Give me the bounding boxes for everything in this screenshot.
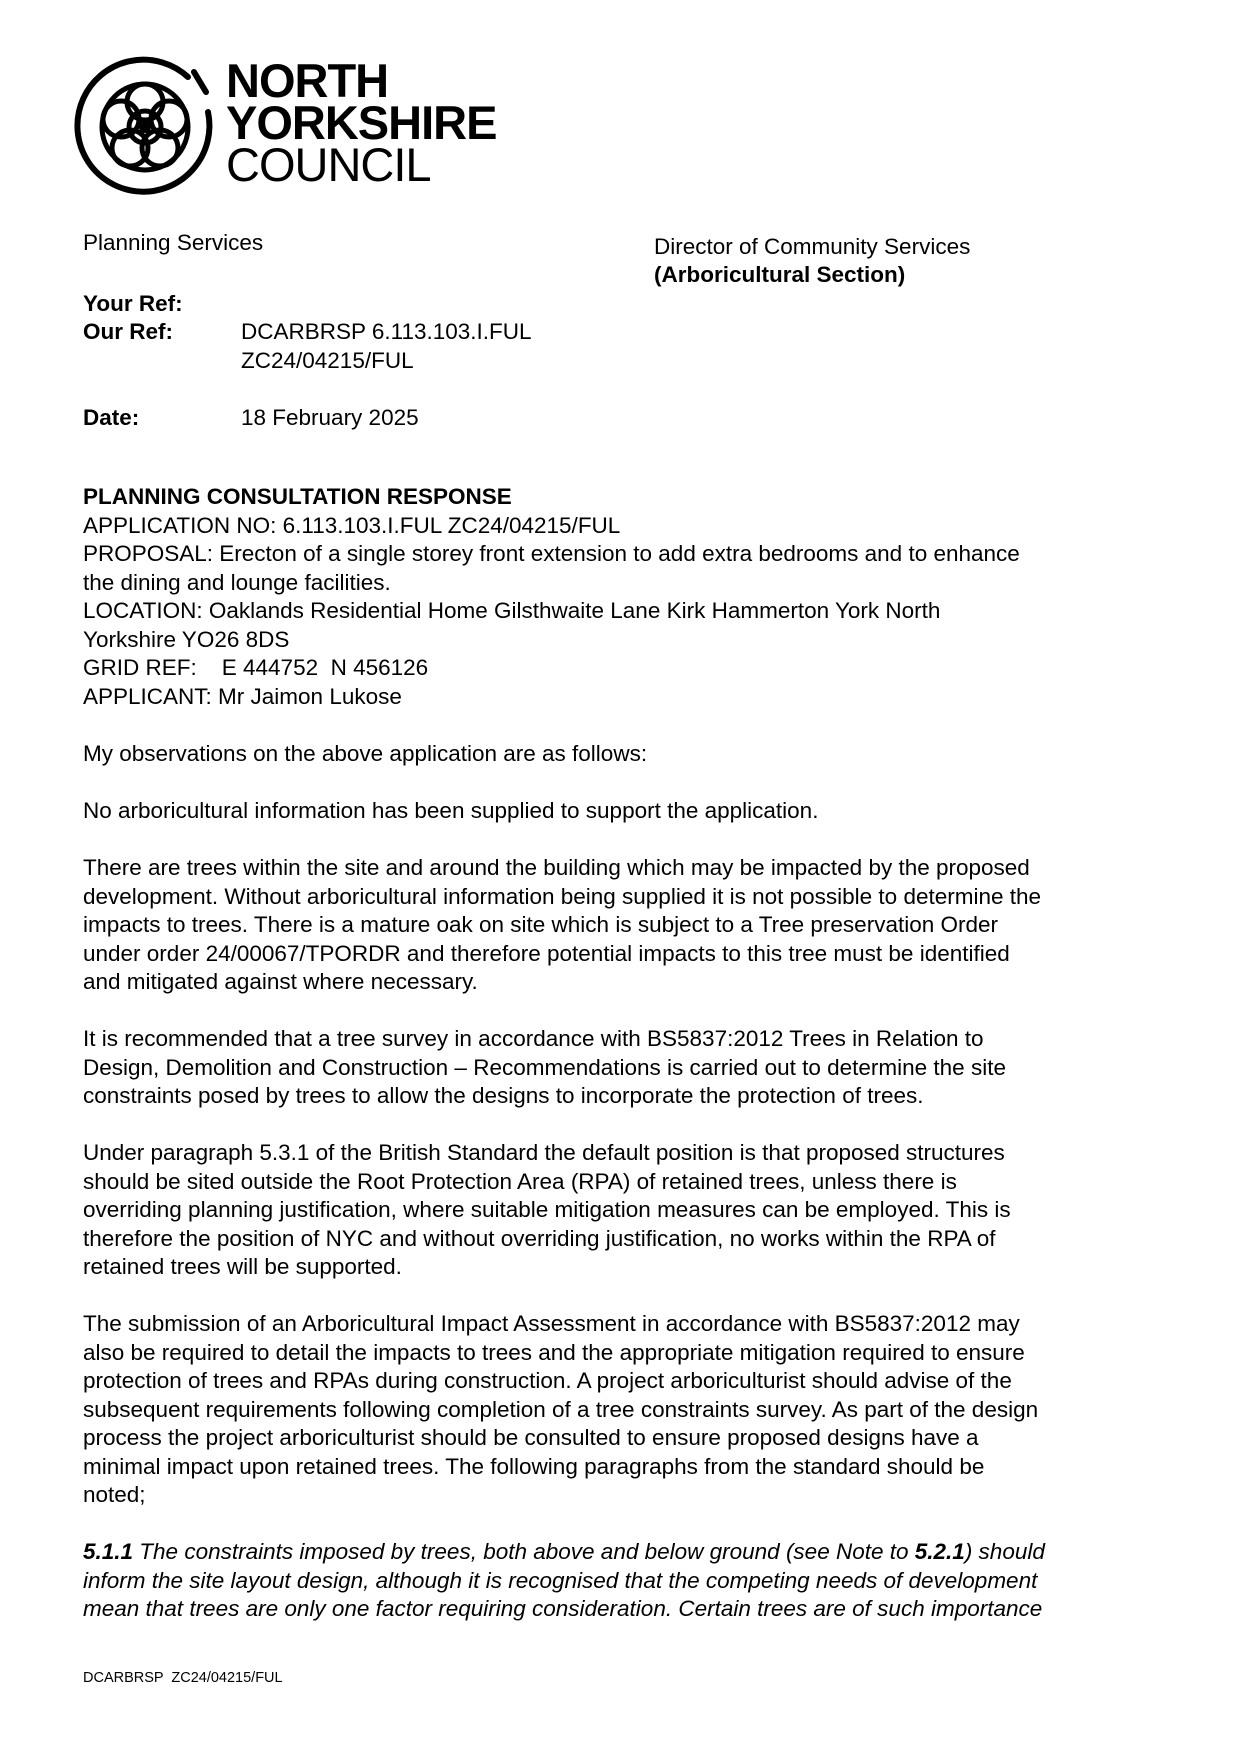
our-ref-value-1: DCARBRSP 6.113.103.I.FUL	[241, 319, 532, 344]
our-ref-value-2: ZC24/04215/FUL	[241, 348, 414, 373]
date-value: 18 February 2025	[241, 405, 419, 430]
paragraph-line: The submission of an Arboricultural Impact Assessment in accordance with BS5837:2012 may	[83, 1311, 1020, 1336]
logo-yorkshire: YORKSHIRE	[226, 96, 497, 149]
logo-council: COUNCIL	[226, 138, 431, 191]
grid-ref: GRID REF: E 444752 N 456126	[83, 655, 429, 680]
date-label: Date:	[83, 405, 140, 430]
paragraph-line: process the project arboriculturist should be consulted to ensure proposed designs have a	[83, 1425, 979, 1450]
location-line-2: Yorkshire YO26 8DS	[83, 626, 290, 652]
paragraph-line: should be sited outside the Root Protection Area (RPA) of retained trees, unless there is	[83, 1168, 957, 1194]
consultation-block	[83, 483, 1183, 711]
paragraph-line: development. Without arboricultural information being supplied it is not possible to determine the	[83, 883, 1042, 909]
our-ref-label: Our Ref:	[83, 319, 173, 344]
paragraph-line: therefore the position of NYC and without overriding justification, no works within the RPA of	[83, 1225, 996, 1251]
logo-north: NORTH	[226, 54, 389, 107]
paragraph-line: overriding planning justification, where suitable mitigation measures can be employed. This is	[83, 1197, 1011, 1222]
paragraph-line: constraints posed by trees to allow the designs to incorporate the protection of trees.	[83, 1083, 924, 1108]
proposal-line-2: the dining and lounge facilities.	[83, 569, 391, 595]
paragraph-line: under order 24/00067/TPORDR and therefore potential impacts to this tree must be identified	[83, 940, 1010, 966]
council-rose-logo	[70, 52, 220, 202]
application-no: APPLICATION NO: 6.113.103.I.FUL ZC24/04215/FUL	[83, 512, 621, 538]
paragraph-line: also be required to detail the impacts to trees and the appropriate mitigation required to ensure	[83, 1339, 1025, 1365]
applicant: APPLICANT: Mr Jaimon Lukose	[83, 683, 402, 709]
location-line-1: LOCATION: Oaklands Residential Home Gilsthwaite Lane Kirk Hammerton York North	[83, 598, 941, 623]
standard-quote	[83, 1538, 1183, 1624]
quote-text-b: ) should	[964, 1539, 1045, 1564]
quote-text-a: The constraints imposed by trees, both above and below ground (see Note to	[133, 1539, 915, 1564]
quote-line-1	[83, 1538, 1183, 1567]
quote-line: mean that trees are only one factor requiring consideration. Certain trees are of such importance	[83, 1596, 1043, 1621]
section-title: (Arboricultural Section)	[654, 262, 906, 287]
quote-line: inform the site layout design, although it is recognised that the competing needs of development	[83, 1567, 1038, 1593]
paragraph-line: There are trees within the site and around the building which may be impacted by the proposed	[83, 855, 1030, 880]
proposal-line-1: PROPOSAL: Erecton of a single storey front extension to add extra bedrooms and to enhance	[83, 541, 1020, 566]
impact-assessment-paragraph	[83, 1310, 1183, 1510]
paragraph-line: retained trees will be supported.	[83, 1254, 402, 1279]
paragraph-line: subsequent requirements following completion of a tree constraints survey. As part of the design	[83, 1396, 1039, 1422]
paragraph-line: It is recommended that a tree survey in accordance with BS5837:2012 Trees in Relation to	[83, 1026, 984, 1051]
rpa-paragraph	[83, 1139, 1183, 1282]
quote-clause-number: 5.1.1	[83, 1539, 134, 1564]
paragraph-line: minimal impact upon retained trees. The following paragraphs from the standard should be	[83, 1453, 985, 1479]
observations-intro	[83, 740, 1183, 769]
footer-reference: DCARBRSP ZC24/04215/FUL	[83, 1670, 283, 1686]
consultation-heading: PLANNING CONSULTATION RESPONSE	[83, 484, 512, 509]
paragraph-line: My observations on the above application are as follows:	[83, 741, 648, 766]
paragraph-line: impacts to trees. There is a mature oak on site which is subject to a Tree preservation Order	[83, 912, 998, 937]
no-info-paragraph	[83, 797, 1183, 826]
paragraph-line: noted;	[83, 1482, 146, 1507]
paragraph-line: Under paragraph 5.3.1 of the British Standard the default position is that proposed structures	[83, 1140, 1005, 1165]
service-name: Planning Services	[83, 230, 264, 255]
director-title: Director of Community Services	[654, 234, 971, 259]
tree-survey-paragraph	[83, 1025, 1183, 1111]
paragraph-line: No arboricultural information has been supplied to support the application.	[83, 798, 819, 823]
your-ref-label: Your Ref:	[83, 291, 183, 316]
paragraph-line: Design, Demolition and Construction – Recommendations is carried out to determine the site	[83, 1054, 1006, 1080]
trees-impact-paragraph	[83, 854, 1183, 997]
paragraph-line: and mitigated against where necessary.	[83, 969, 478, 994]
quote-clause-ref: 5.2.1	[914, 1539, 965, 1564]
paragraph-line: protection of trees and RPAs during construction. A project arboriculturist should advise of the	[83, 1368, 1012, 1393]
